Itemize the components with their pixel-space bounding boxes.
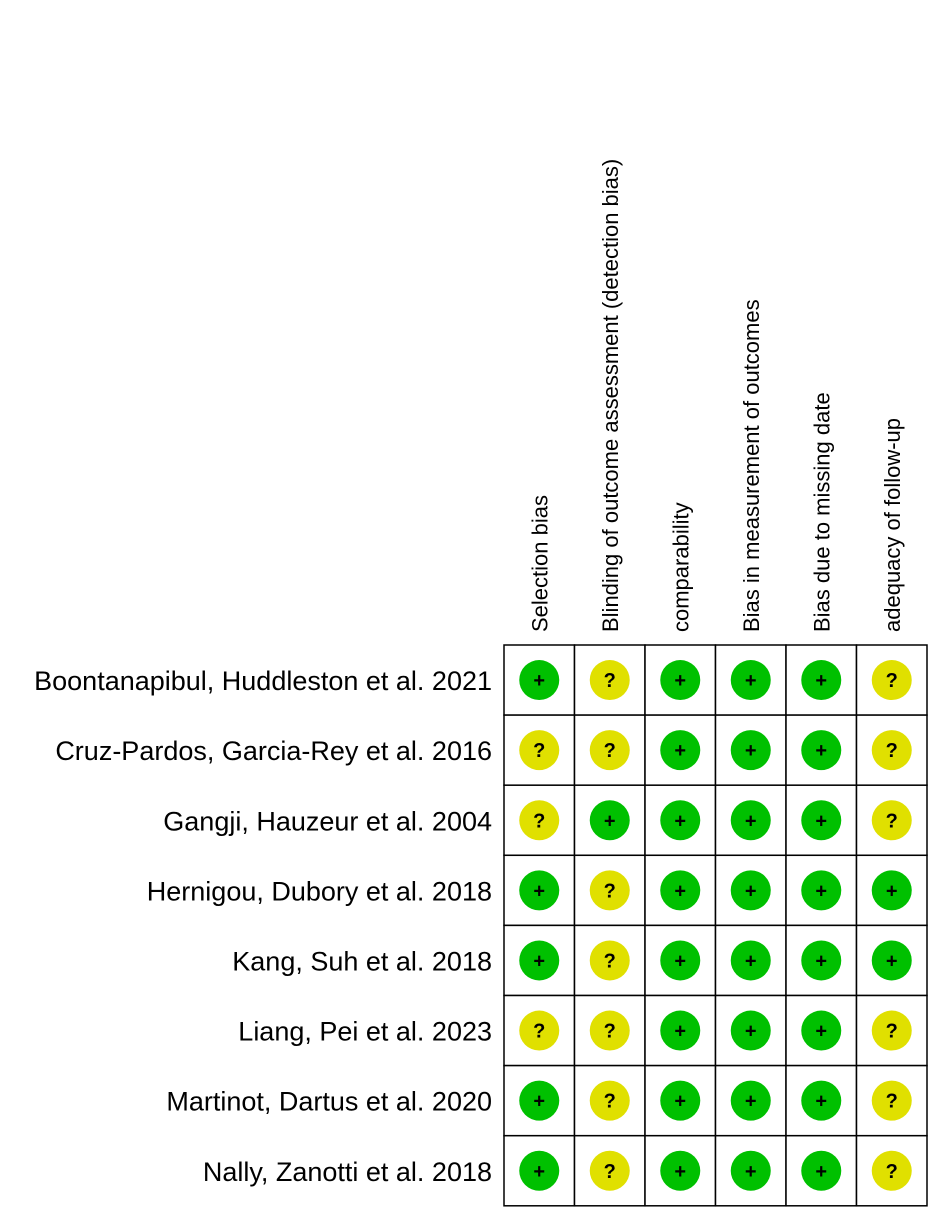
domain-label: Blinding of outcome assessment (detection bias) — [597, 158, 623, 632]
low-risk-symbol: + — [533, 1090, 546, 1113]
unclear-risk-symbol: ? — [885, 1160, 898, 1183]
study-label: Martinot, Dartus et al. 2020 — [166, 1086, 492, 1117]
low-risk-symbol: + — [744, 1020, 757, 1043]
grid-cells — [504, 645, 927, 1206]
low-risk-symbol: + — [674, 670, 687, 693]
low-risk-symbol: + — [815, 1090, 828, 1113]
low-risk-symbol: + — [744, 950, 757, 973]
unclear-risk-symbol: ? — [533, 810, 546, 833]
low-risk-symbol: + — [533, 880, 546, 903]
study-label: Hernigou, Dubory et al. 2018 — [146, 876, 492, 907]
domain-label: Selection bias — [527, 495, 553, 632]
unclear-risk-symbol: ? — [533, 1020, 546, 1043]
low-risk-symbol: + — [744, 880, 757, 903]
low-risk-symbol: + — [815, 880, 828, 903]
low-risk-symbol: + — [815, 1160, 828, 1183]
study-label: Cruz-Pardos, Garcia-Rey et al. 2016 — [55, 736, 492, 767]
study-label: Gangji, Hauzeur et al. 2004 — [163, 806, 492, 837]
low-risk-symbol: + — [533, 950, 546, 973]
study-label: Boontanapibul, Huddleston et al. 2021 — [34, 666, 492, 697]
study-label: Nally, Zanotti et al. 2018 — [202, 1156, 492, 1187]
unclear-risk-symbol: ? — [885, 740, 898, 763]
low-risk-symbol: + — [885, 950, 898, 973]
low-risk-symbol: + — [674, 740, 687, 763]
unclear-risk-symbol: ? — [885, 670, 898, 693]
domain-label: comparability — [668, 502, 694, 632]
low-risk-symbol: + — [674, 880, 687, 903]
low-risk-symbol: + — [744, 740, 757, 763]
unclear-risk-symbol: ? — [885, 1020, 898, 1043]
unclear-risk-symbol: ? — [885, 810, 898, 833]
domain-labels — [527, 159, 905, 632]
unclear-risk-symbol: ? — [603, 950, 616, 973]
low-risk-symbol: + — [533, 670, 546, 693]
low-risk-symbol: + — [674, 1020, 687, 1043]
low-risk-symbol: + — [674, 950, 687, 973]
unclear-risk-symbol: ? — [603, 1020, 616, 1043]
unclear-risk-symbol: ? — [603, 1090, 616, 1113]
domain-label: adequacy of follow-up — [879, 417, 905, 632]
unclear-risk-symbol: ? — [603, 670, 616, 693]
study-label: Liang, Pei et al. 2023 — [238, 1016, 492, 1047]
low-risk-symbol: + — [744, 1160, 757, 1183]
low-risk-symbol: + — [744, 1090, 757, 1113]
unclear-risk-symbol: ? — [603, 880, 616, 903]
study-labels — [34, 666, 492, 1187]
study-label: Kang, Suh et al. 2018 — [232, 946, 492, 977]
low-risk-symbol: + — [533, 1160, 546, 1183]
low-risk-symbol: + — [815, 810, 828, 833]
unclear-risk-symbol: ? — [533, 740, 546, 763]
low-risk-symbol: + — [674, 1160, 687, 1183]
low-risk-symbol: + — [603, 810, 616, 833]
low-risk-symbol: + — [815, 740, 828, 763]
low-risk-symbol: + — [815, 950, 828, 973]
low-risk-symbol: + — [744, 670, 757, 693]
low-risk-symbol: + — [744, 810, 757, 833]
domain-label: Bias in measurement of outcomes — [738, 299, 764, 632]
low-risk-symbol: + — [815, 670, 828, 693]
low-risk-symbol: + — [674, 810, 687, 833]
unclear-risk-symbol: ? — [603, 1160, 616, 1183]
domain-label: Bias due to missing date — [809, 392, 835, 632]
unclear-risk-symbol: ? — [603, 740, 616, 763]
low-risk-symbol: + — [885, 880, 898, 903]
unclear-risk-symbol: ? — [885, 1090, 898, 1113]
low-risk-symbol: + — [674, 1090, 687, 1113]
low-risk-symbol: + — [815, 1020, 828, 1043]
